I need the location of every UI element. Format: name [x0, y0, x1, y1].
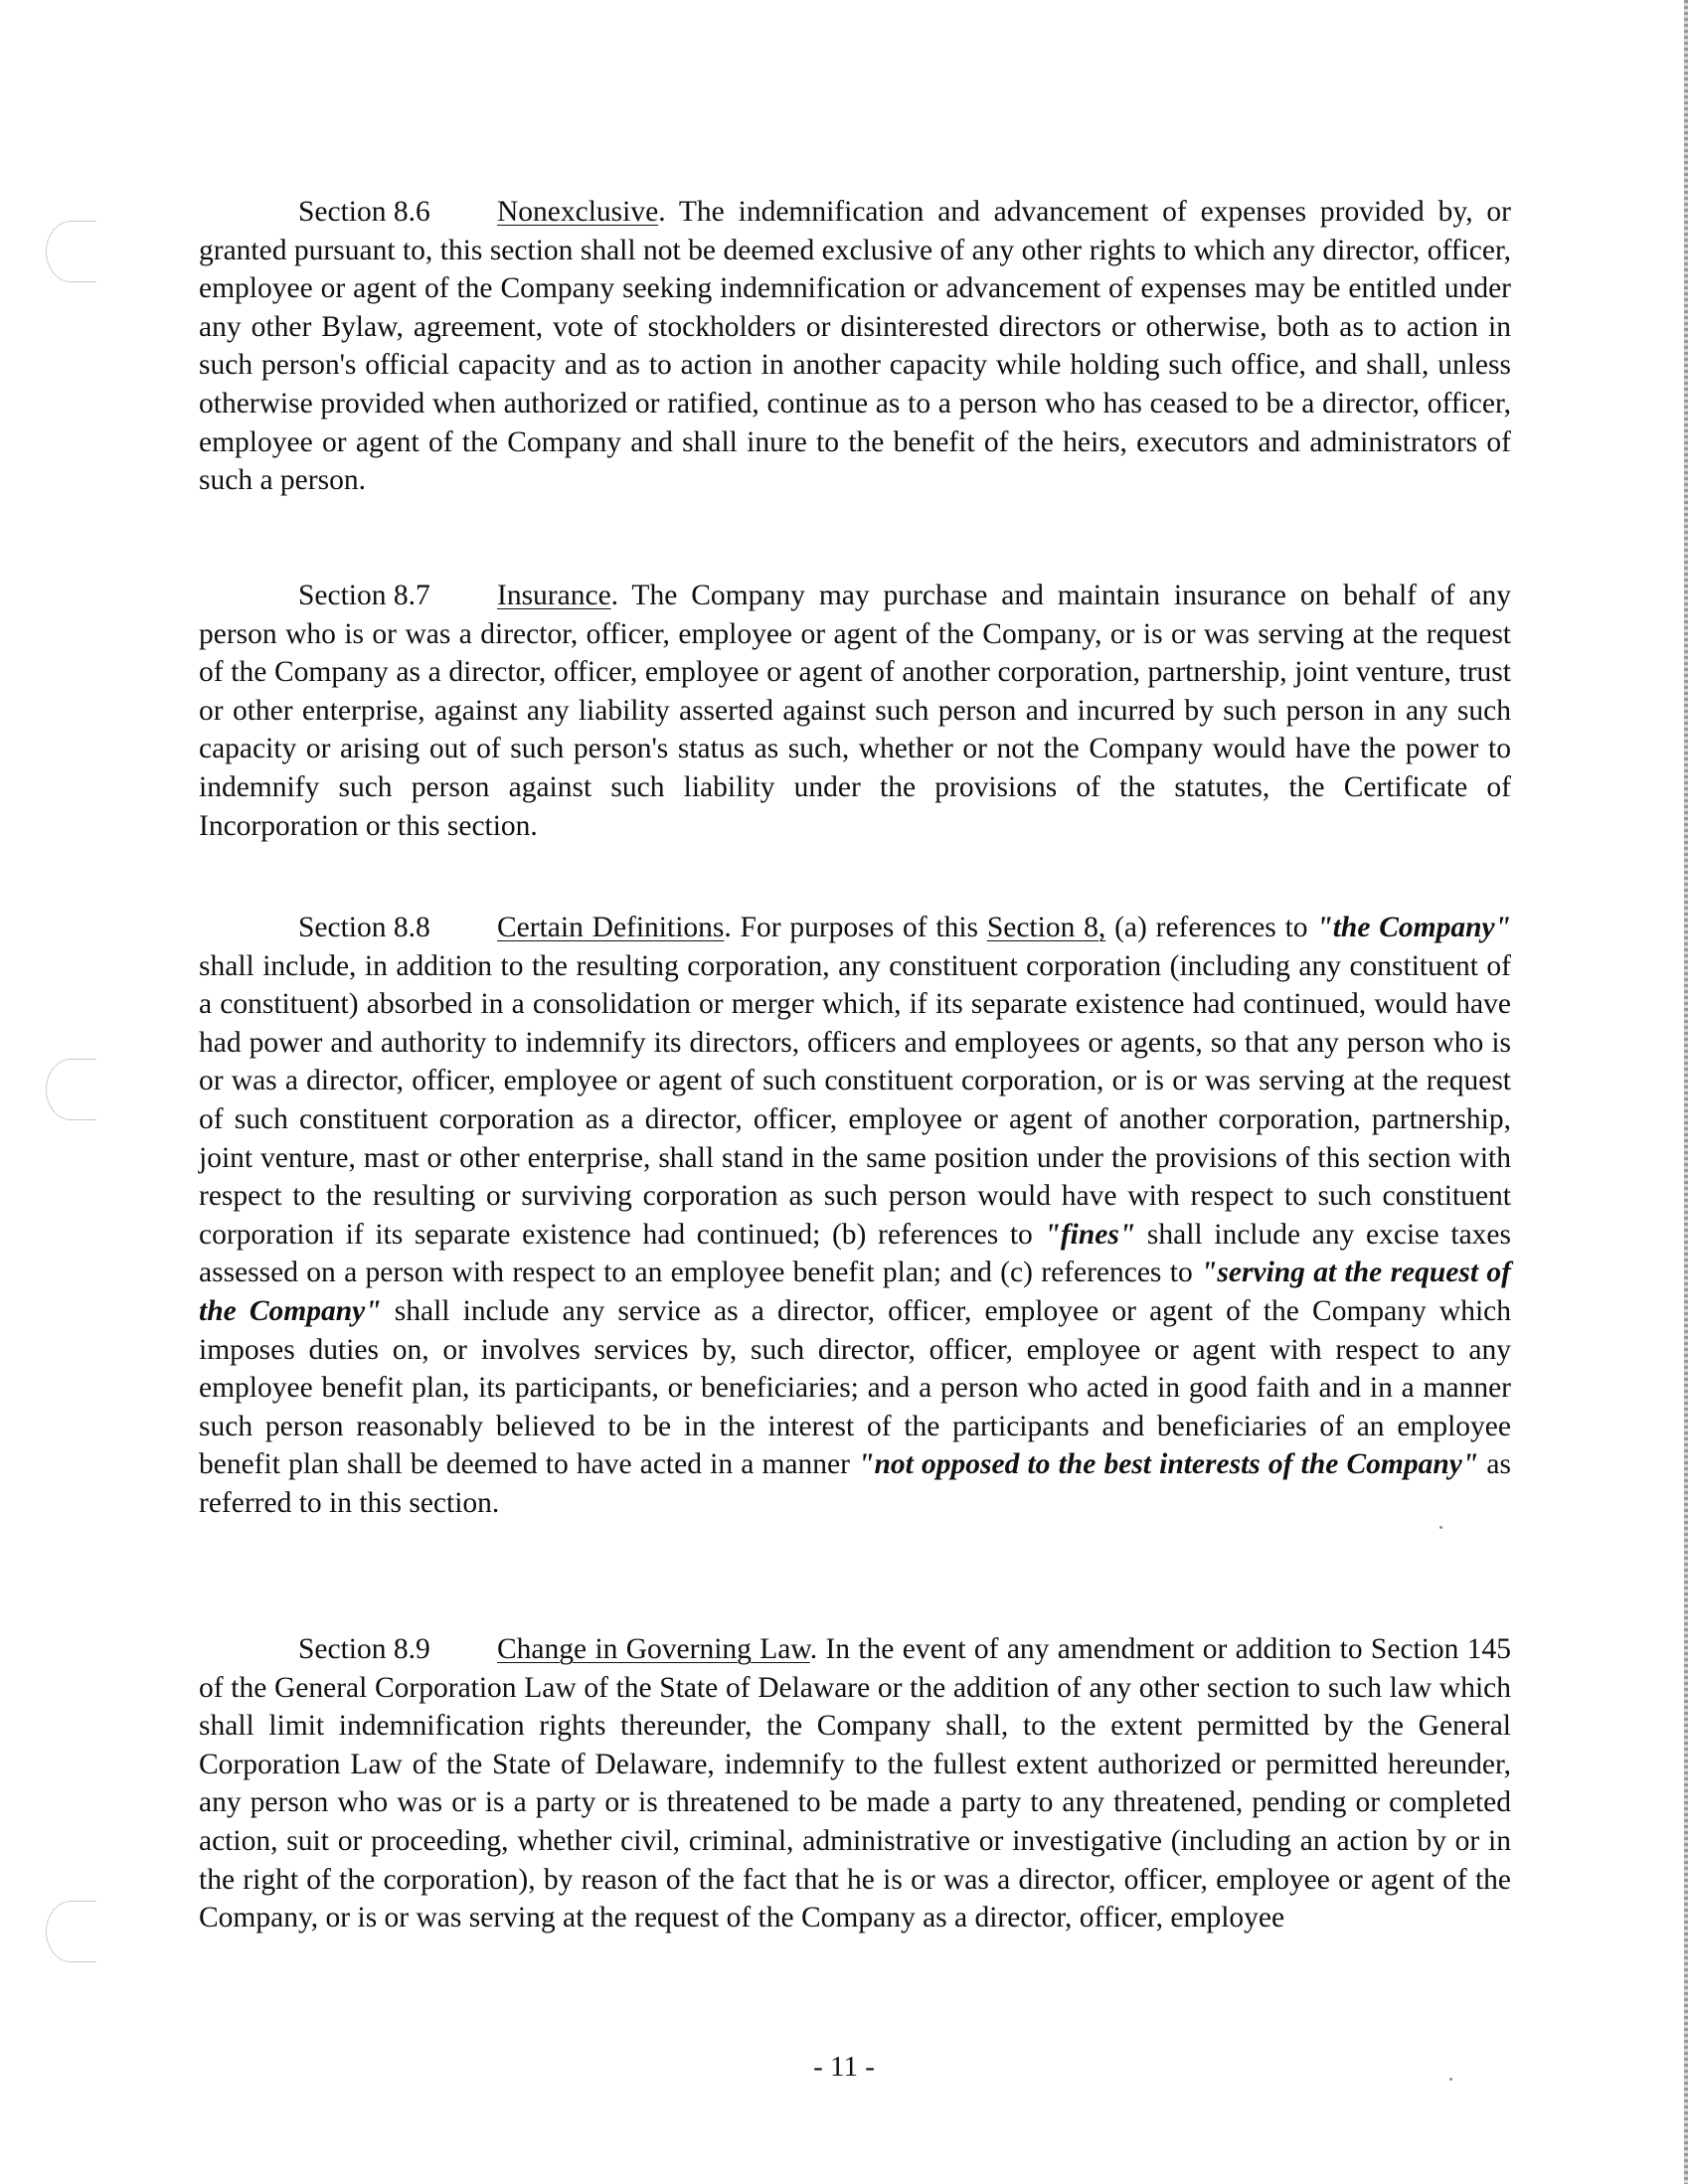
- defined-term: "fines": [1044, 1218, 1136, 1251]
- section-body: as referred to in this section.: [199, 1448, 1512, 1519]
- section-body: shall include any excise taxes assessed on a person with respect to an employee benefit plan; and (c) references to: [199, 1218, 1511, 1289]
- section-number: Section 8.6: [298, 196, 430, 228]
- punch-hole-top: [46, 221, 96, 282]
- scan-speck: [1439, 1526, 1442, 1529]
- scan-edge: [1684, 0, 1688, 2184]
- section-heading: Change in Governing Law: [497, 1633, 810, 1665]
- section-reference: Section 8,: [986, 912, 1106, 943]
- section-number: Section 8.8: [298, 912, 430, 943]
- section-number: Section 8.7: [298, 580, 430, 611]
- punch-hole-bottom: [46, 1901, 96, 1962]
- section-heading: Nonexclusive: [497, 196, 659, 228]
- section-8-6: [199, 193, 1511, 500]
- section-body: . The indemnification and advancement of expenses provided by, or granted pursuant to, this section shall not be deemed exclusive of any other rights to which any director, officer, employee or agent of the Company seeking indemnification or advancement of expenses may be entitled under any other Bylaw, agreement, vote of stockholders or disinterested directors or otherwise, both as to action in such person's official capacity and as to action in another capacity while holding such office, and shall, unless otherwise provided when authorized or ratified, continue as to a person who has ceased to be a director, officer, employee or agent of the Company and shall inure to the benefit of the heirs, executors and administrators of such a person.: [199, 196, 1511, 497]
- section-8-7: [199, 577, 1511, 845]
- section-heading: Certain Definitions: [497, 912, 725, 943]
- section-8-9: [199, 1630, 1511, 1937]
- defined-term: "serving at the request of the Company": [199, 1257, 1511, 1327]
- section-body: . The Company may purchase and maintain insurance on behalf of any person who is or was a director, officer, employee or agent of the Company, or is or was serving at the request of the Company as a director, officer, employee or agent of another corporation, partnership, joint venture, trust or other enterprise, against any liability asserted against such person and incurred by such person in any such capacity or arising out of such person's status as such, whether or not the Company would have the power to indemnify such person against such liability under the provisions of the statutes, the Certificate of Incorporation or this section.: [199, 580, 1511, 842]
- punch-hole-middle: [46, 1059, 96, 1120]
- section-body: (a) references to: [1105, 912, 1317, 943]
- section-8-8: [199, 909, 1511, 1523]
- section-number: Section 8.9: [298, 1633, 430, 1665]
- section-body: . In the event of any amendment or addition to Section 145 of the General Corporation Law of the State of Delaware or the addition of any other section to such law which shall limit indemnification rights thereunder, the Company shall, to the extent permitted by the General Corporation Law of the State of Delaware, indemnify to the fullest extent authorized or permitted hereunder, any person who was or is a party or is threatened to be made a party to any threatened, pending or completed action, suit or proceeding, whether civil, criminal, administrative or investigative (including an action by or in the right of the corporation), by reason of the fact that he is or was a director, officer, employee or agent of the Company, or is or was serving at the request of the Company as a director, officer, employee: [199, 1633, 1511, 1934]
- page-number: - 11 -: [813, 2051, 875, 2083]
- defined-term: "not opposed to the best interests of the Company": [858, 1448, 1479, 1481]
- section-body: shall include any service as a director, officer, employee or agent of the Company which imposes duties on, or involves services by, such director, officer, employee or agent with respect to any employee benefit plan, its participants, or beneficiaries; and a person who acted in good faith and in a manner such person reasonably believed to be in the interest of the participants and beneficiaries of an employee benefit plan shall be deemed to have acted in a manner: [199, 1294, 1511, 1481]
- defined-term: "the Company": [1316, 912, 1511, 943]
- section-body: shall include, in addition to the resulting corporation, any constituent corporation (including any constituent of a constituent) absorbed in a consolidation or merger which, if its separate existence had continued, would have had power and authority to indemnify its directors, officers and employees or agents, so that any person who is or was a director, officer, employee or agent of such constituent corporation, or is or was serving at the request of such constituent corporation as a director, officer, employee or agent of another corporation, partnership, joint venture, mast or other enterprise, shall stand in the same position under the provisions of this section with respect to the resulting or surviving corporation as such person would have with respect to such constituent corporation if its separate existence had continued; (b) references to: [199, 949, 1511, 1251]
- section-body: . For purposes of this: [724, 912, 987, 943]
- section-heading: Insurance: [497, 580, 611, 611]
